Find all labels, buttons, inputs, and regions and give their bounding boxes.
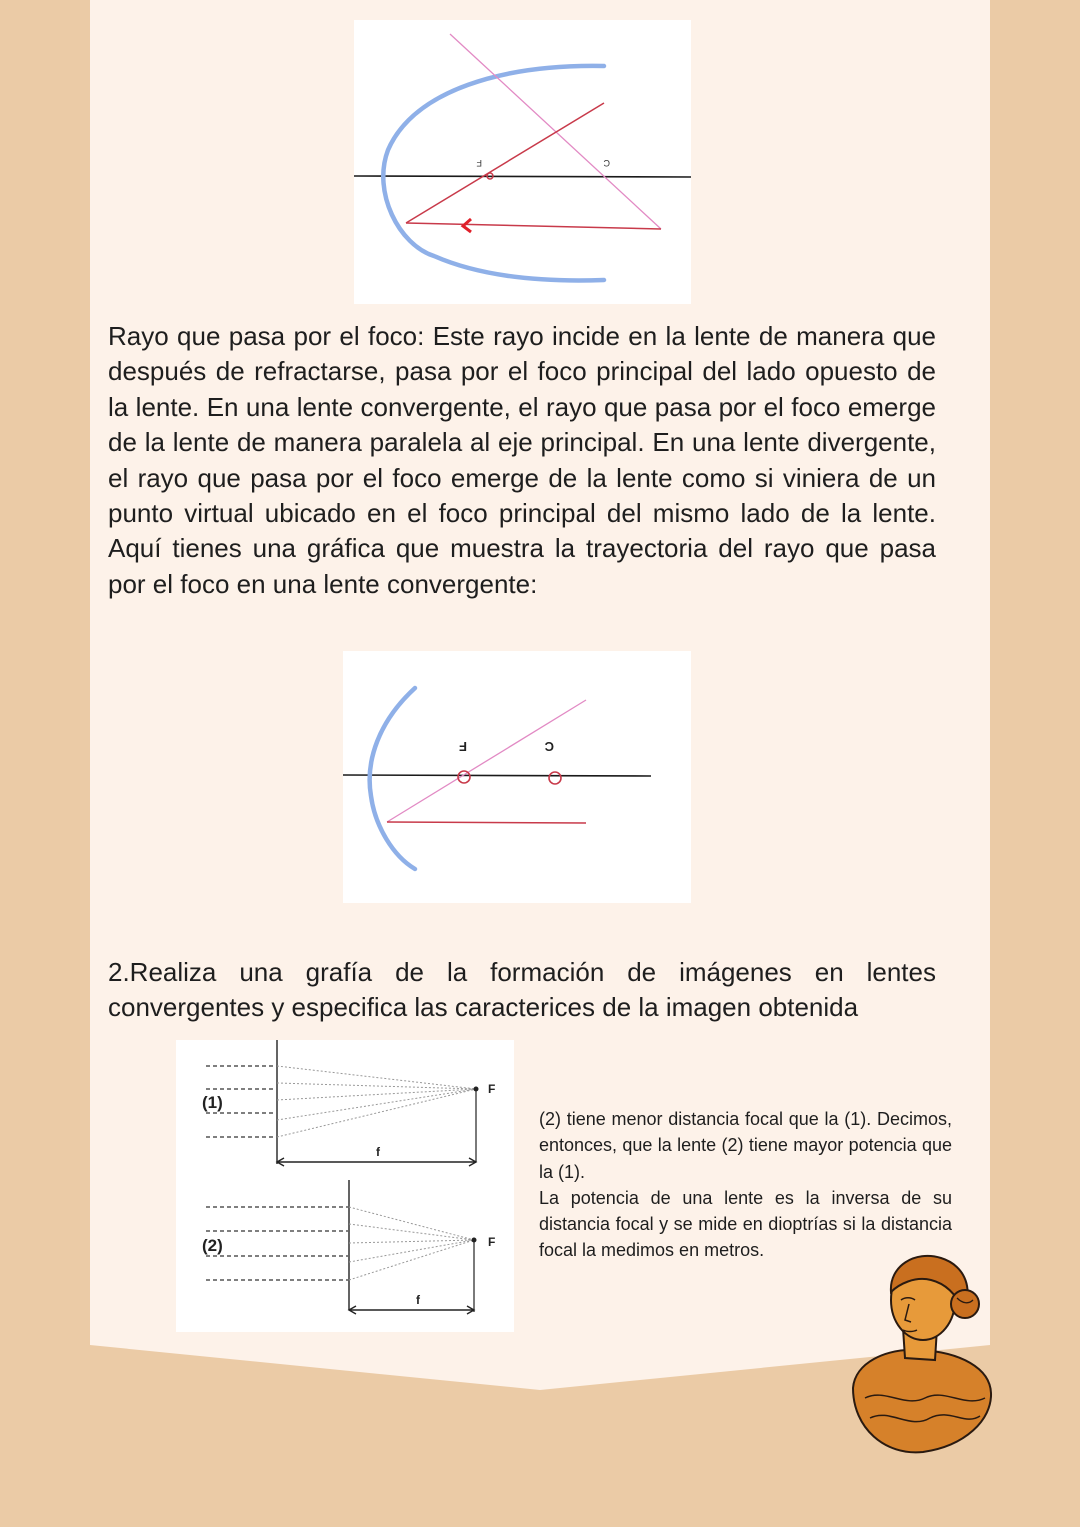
diagram-ray-through-focus-mirror	[354, 20, 691, 304]
mirror-curve	[383, 66, 604, 281]
question-2: 2.Realiza una grafía de la formación de imágenes en lentes convergentes y especifica las caracterices de la imagen obtenida	[108, 957, 936, 1023]
reflected-ray-through-focus	[406, 103, 604, 223]
lens-1-diagram	[206, 1040, 479, 1166]
classical-bust-illustration	[845, 1248, 995, 1458]
paragraph-focus-ray: Rayo que pasa por el foco: Este rayo incide en la lente de manera que después de refractarse, pasa por el foco principal del lado opuesto de la lente. En una lente convergente, el rayo que pasa por el foco emerge de la lente de manera paralela al eje principal. En una lente divergente, el rayo que pasa por el foco emerge de la lente como si viniera de un punto virtual ubicado en el foco principal del mismo lado de la lente. Aquí tienes una gráfica que muestra la trayectoria del rayo que pasa por el foco en una lente convergente:	[108, 321, 936, 599]
optical-axis	[343, 775, 651, 776]
lens-2-label: (2)	[202, 1236, 223, 1255]
lens-2-diagram	[206, 1180, 477, 1314]
center-label: C	[544, 739, 554, 754]
diagram-focal-distance-comparison	[176, 1040, 514, 1332]
focus-label-2: F	[488, 1235, 496, 1249]
lens-1-label: (1)	[202, 1093, 223, 1112]
arrow-head	[463, 219, 471, 232]
center-point	[549, 772, 561, 784]
optical-axis	[354, 176, 691, 177]
pink-ray	[387, 700, 586, 822]
pink-ray	[450, 34, 661, 229]
parallel-ray	[406, 223, 661, 229]
focus-label: F	[476, 158, 482, 168]
focal-label-1: f	[376, 1145, 380, 1159]
focus-label: F	[459, 739, 467, 754]
focal-label-2: f	[416, 1293, 420, 1307]
side-note-lens-power: (2) tiene menor distancia focal que la (1). Decimos, entonces, que la lente (2) tiene mayor potencia que la (1). La potencia de una lente es la inversa de su distancia focal y se mide en dioptrías si la distancia focal la medimos en metros.	[539, 1109, 952, 1261]
parallel-ray	[387, 822, 586, 823]
focus-label-1: F	[488, 1082, 496, 1096]
center-label: C	[603, 158, 610, 168]
diagram-convergent-focus-ray	[343, 651, 691, 903]
lens-curve	[370, 688, 415, 869]
